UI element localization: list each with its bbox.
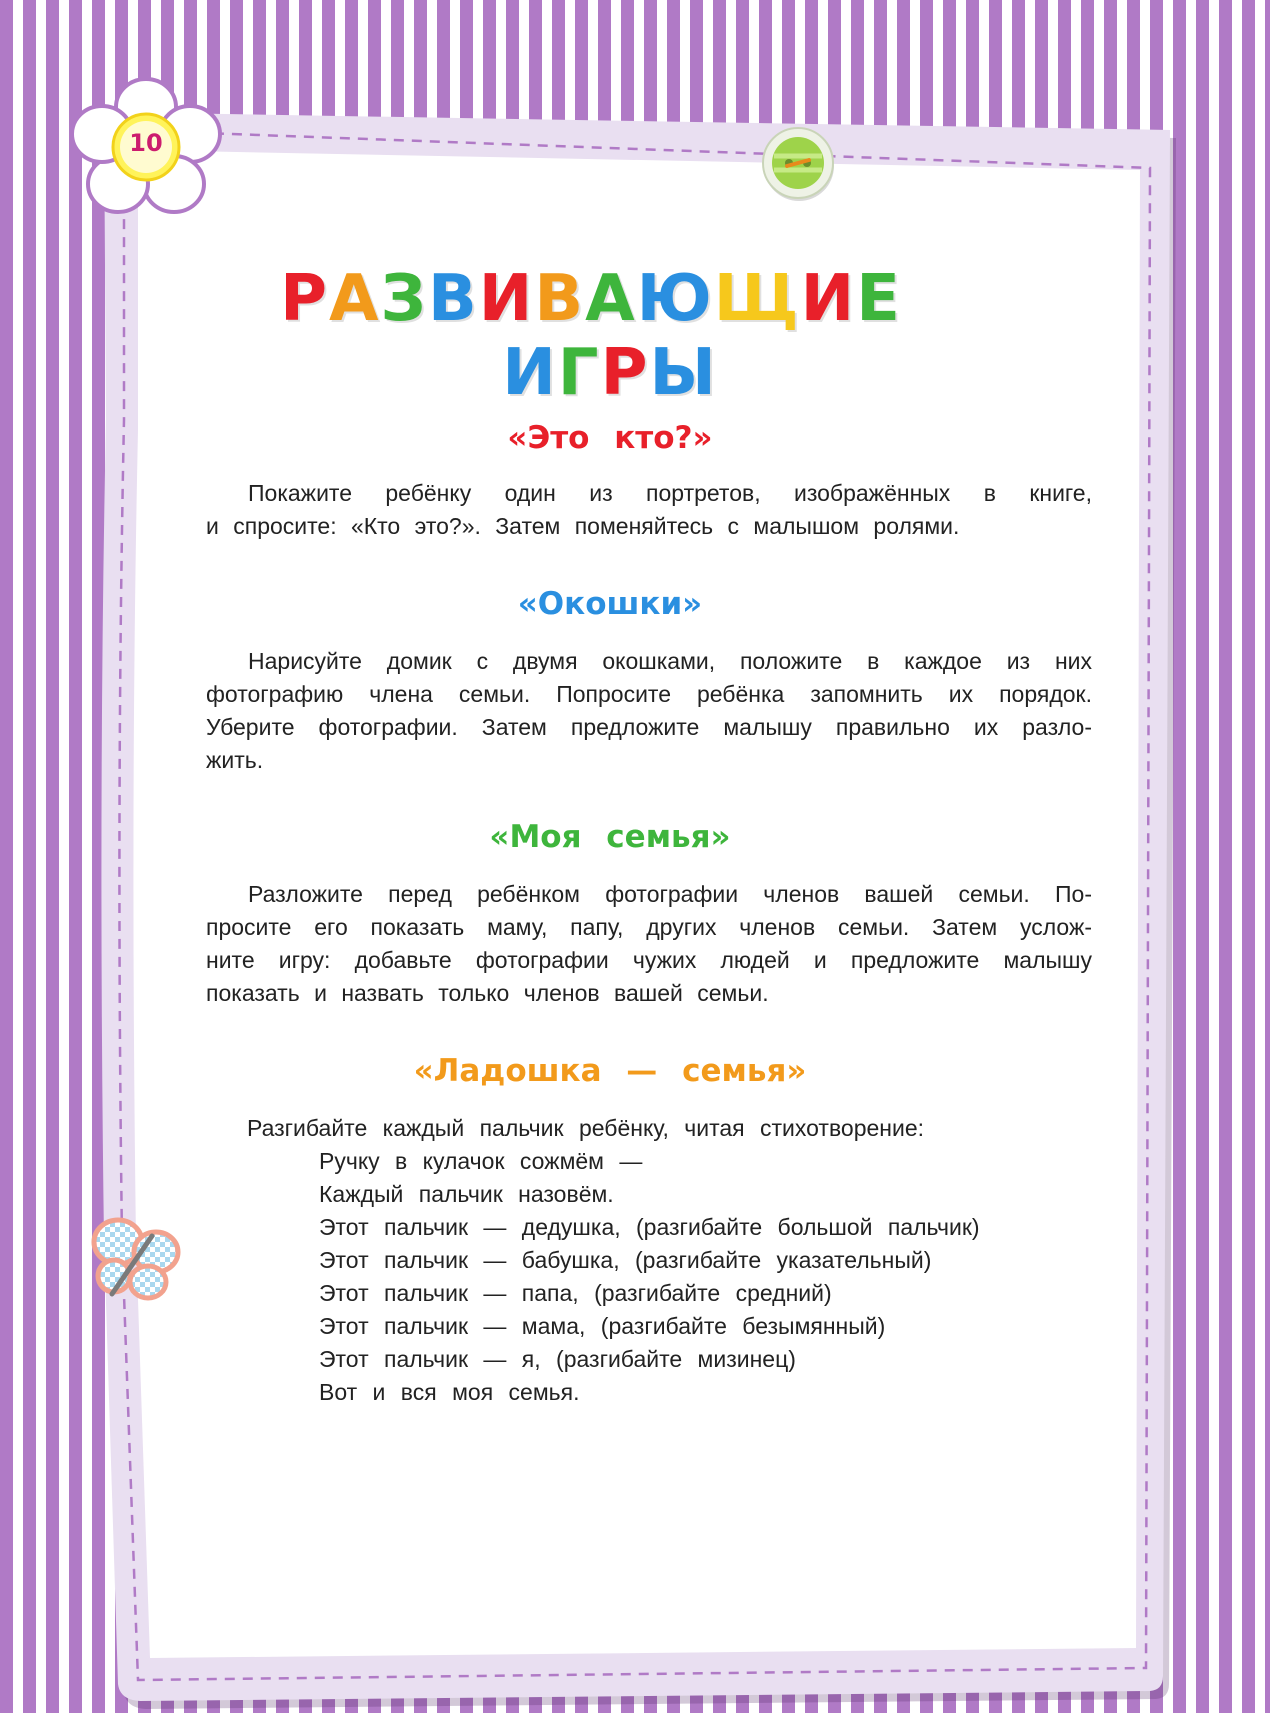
title-letter: Ю (636, 262, 714, 336)
poem-block (247, 1112, 980, 1409)
text-line: Разложите перед ребёнком фотографии членов вашей семьи. По- (248, 881, 1092, 907)
section-text-windows (206, 645, 1092, 777)
text-line: Покажите ребёнку один из портретов, изображённых в книге, (248, 480, 1092, 506)
title-letter: В (428, 262, 479, 336)
poem-line: Этот пальчик — бабушка, (разгибайте указательный) (319, 1247, 932, 1273)
page-title (200, 262, 1020, 410)
text-line: Уберите фотографии. Затем предложите малышу правильно их разло- (206, 714, 1092, 740)
title-letter: И (478, 262, 535, 336)
poem-line: Этот пальчик — папа, (разгибайте средний) (319, 1280, 832, 1306)
title-letter: Р (280, 262, 329, 336)
text-line: жить. (206, 747, 264, 773)
text-line: просите его показать маму, папу, других членов семьи. Затем услож- (206, 914, 1092, 940)
poem-line: Ручку в кулачок сожмём — (319, 1148, 643, 1174)
title-letter: Ы (649, 336, 718, 410)
title-letter: Р (600, 336, 650, 410)
title-letter: И (800, 262, 857, 336)
button-icon (760, 126, 838, 204)
text-line: Нарисуйте домик с двумя окошками, положите в каждое из них (248, 648, 1092, 674)
title-letter: И (502, 336, 558, 410)
section-heading-windows: «Окошки» (517, 586, 703, 622)
text-line: и спросите: «Кто это?». Затем поменяйтесь с малышом ролями. (206, 513, 960, 539)
text-line: показать и назвать только членов вашей семьи. (206, 980, 769, 1006)
title-letter: Щ (713, 262, 801, 336)
poem-line: Этот пальчик — дедушка, (разгибайте большой пальчик) (319, 1214, 980, 1240)
section-heading-my-family: «Моя семья» (489, 819, 731, 855)
poem-line: Этот пальчик — я, (разгибайте мизинец) (319, 1346, 796, 1372)
butterfly-icon (90, 1212, 186, 1304)
text-line: ните игру: добавьте фотографии чужих людей и предложите малышу (206, 947, 1092, 973)
text-line: фотографию члена семьи. Попросите ребёнка запомнить их порядок. (206, 681, 1092, 707)
poem-intro: Разгибайте каждый пальчик ребёнку, читая стихотворение: (247, 1115, 925, 1141)
title-letter: З (380, 262, 428, 336)
section-text-my-family (206, 878, 1092, 1010)
poem-line: Каждый пальчик назовём. (319, 1181, 614, 1207)
section-text-who (206, 477, 1092, 543)
poem-line: Вот и вся моя семья. (319, 1379, 580, 1405)
title-letter: А (329, 262, 381, 336)
poem-line: Этот пальчик — мама, (разгибайте безымянный) (319, 1313, 886, 1339)
section-heading-palm-family: «Ладошка — семья» (413, 1053, 807, 1089)
title-letter: Е (856, 262, 902, 336)
title-letter: А (585, 262, 637, 336)
page-number: 10 (129, 129, 163, 157)
title-letter: Г (557, 336, 601, 410)
title-letter: В (534, 262, 586, 336)
section-heading-who: «Это кто?» (507, 420, 713, 456)
